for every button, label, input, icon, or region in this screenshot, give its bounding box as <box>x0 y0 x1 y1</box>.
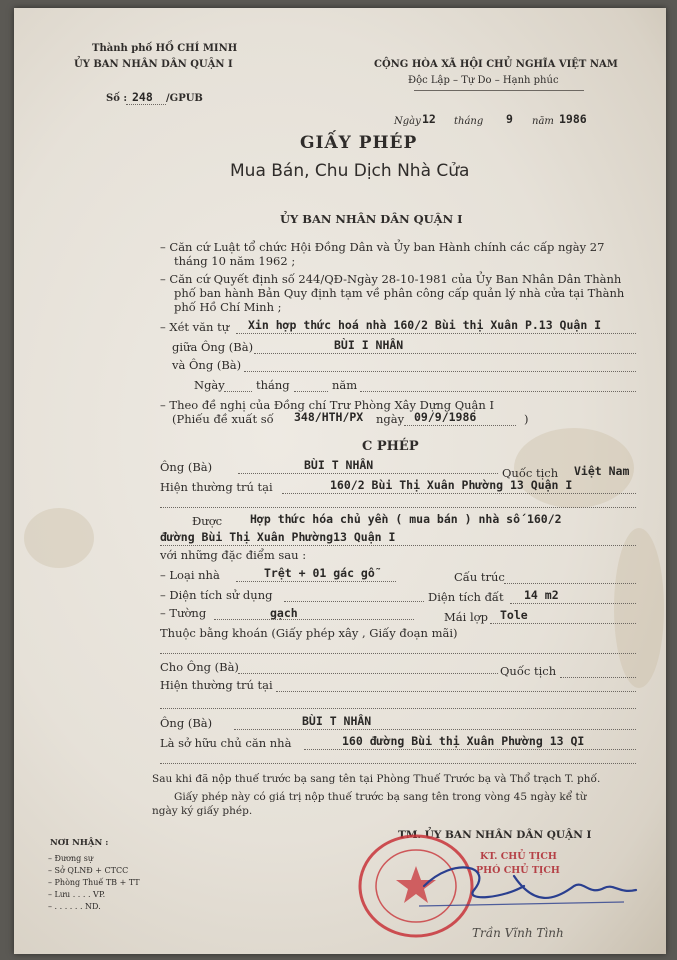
signature-committee: TM. ỦY BAN NHÂN DÂN QUẬN I <box>398 829 592 841</box>
owner-residence-line-2 <box>160 507 636 508</box>
allowed-label: Được <box>192 514 223 528</box>
owner-residence-label: Hiện thường trú tại <box>160 480 273 494</box>
proposal-ticket-number: 348/HTH/PX <box>294 410 364 424</box>
buyer-residence-line <box>276 691 636 692</box>
issuer: ỦY BAN NHÂN DÂN QUẬN I <box>280 212 463 226</box>
owner-residence: 160/2 Bùi Thị Xuân Phường 13 Quận I <box>330 478 573 492</box>
result-owner-name: BÙI T NHÂN <box>302 714 372 728</box>
notes-line-2: Giấy phép này có giá trị nộp thuế trước bạ sang tên trong vòng 45 ngày kể từ <box>174 791 587 803</box>
review-date-month-line <box>294 391 328 392</box>
proposal-date: 09/9/1986 <box>414 410 477 424</box>
result-owner-line <box>234 729 636 730</box>
covenant-label: Thuộc bằng khoán (Giấy phép xây , Giấy đoạn mãi) <box>160 626 458 640</box>
land-area-value: 14 m2 <box>524 588 559 602</box>
and-line <box>244 371 636 372</box>
header-number-suffix: /GPUB <box>166 93 203 104</box>
buyer-nationality-line <box>560 677 636 678</box>
owner-residence-line <box>282 493 636 494</box>
recipients-title: NƠI NHẬN : <box>50 838 109 848</box>
date-day-label: Ngày <box>394 116 421 127</box>
permit-heading: C PHÉP <box>362 439 419 454</box>
usable-area-label: – Diện tích sử dụng <box>160 588 273 602</box>
buyer-label: Cho Ông (Bà) <box>160 660 239 674</box>
signature-role-1: KT. CHỦ TỊCH <box>480 851 557 862</box>
text-review-label: – Xét văn tự <box>160 320 230 334</box>
notes-line-1: Sau khi đã nộp thuế trước bạ sang tên tại Phòng Thuế Trước bạ và Thổ trạch T. phố. <box>152 773 601 785</box>
date-day: 12 <box>422 112 436 126</box>
text-review-line <box>236 333 636 334</box>
basis-line-2b: phố ban hành Bản Quy định tạm về phân công cấp quản lý nhà cửa tại Thành <box>174 286 625 300</box>
covenant-line <box>160 653 636 654</box>
between-value: BÙI I NHÂN <box>334 338 404 352</box>
and-label: và Ông (Bà) <box>172 358 242 372</box>
header-city: Thành phố HỒ CHÍ MINH <box>92 43 238 54</box>
review-date-year: năm <box>332 378 358 392</box>
paper-stain <box>24 508 94 568</box>
signer-name: Trần Vĩnh Tình <box>472 926 564 940</box>
between-label: giữa Ông (Bà) <box>172 340 254 354</box>
basis-line-1b: tháng 10 năm 1962 ; <box>174 254 296 268</box>
notes-line-3: ngày ký giấy phép. <box>152 805 253 817</box>
usable-area-line <box>284 601 424 602</box>
features-label: với những đặc điểm sau : <box>160 548 307 562</box>
structure-line <box>504 583 636 584</box>
owner-name: BÙI T NHÂN <box>304 458 374 472</box>
roof-line <box>490 623 636 624</box>
structure-label: Cấu trúc <box>454 570 505 584</box>
proposal-date-label: ngày <box>376 412 405 426</box>
owner-name-line <box>238 473 498 474</box>
header-motto: Độc Lập – Tự Do – Hạnh phúc <box>408 75 559 86</box>
basis-line-2a: – Căn cứ Quyết định số 244/QĐ-Ngày 28-10-1981 của Ủy Ban Nhân Dân Thành <box>160 272 622 286</box>
allowed-line-2: đường Bùi Thị Xuân Phường13 Quận I <box>160 530 396 544</box>
date-month: 9 <box>506 112 513 126</box>
roof-value: Tole <box>500 608 528 622</box>
paper-stain <box>614 528 664 688</box>
result-house-value: 160 đường Bùi thị Xuân Phường 13 QI <box>342 734 585 748</box>
buyer-nationality-label: Quốc tịch <box>500 664 557 678</box>
house-type-line <box>236 581 396 582</box>
allowed-line-1: Hợp thức hóa chủ yền ( mua bán ) nhà số 160/2 <box>250 512 562 526</box>
between-line <box>254 353 636 354</box>
permit-subtitle: Mua Bán, Chu Dịch Nhà Cửa <box>230 161 470 181</box>
owner-label: Ông (Bà) <box>160 460 213 474</box>
house-type-label: – Loại nhà <box>160 568 220 582</box>
permit-document <box>14 8 666 954</box>
buyer-residence-line-2 <box>160 708 636 709</box>
wall-line <box>214 619 414 620</box>
header-committee: ỦY BAN NHÂN DÂN QUẬN I <box>74 59 233 70</box>
review-date-year-line <box>360 391 636 392</box>
buyer-residence-label: Hiện thường trú tại <box>160 678 273 692</box>
proposal-date-line <box>404 425 516 426</box>
result-owner-label: Ông (Bà) <box>160 716 213 730</box>
land-area-label: Diện tích đất <box>428 590 504 604</box>
land-area-line <box>510 603 636 604</box>
basis-line-2c: phố Hồ Chí Minh ; <box>174 300 282 314</box>
recipient-item: – Phòng Thuế TB + TT <box>48 878 140 887</box>
handwritten-signature <box>414 846 644 916</box>
header-republic: CỘNG HÒA XÃ HỘI CHỦ NGHĨA VIỆT NAM <box>374 59 618 70</box>
text-review-value: Xin hợp thức hoá nhà 160/2 Bùi thị Xuân P.13 Quận I <box>248 318 602 332</box>
wall-value: gạch <box>270 606 298 620</box>
owner-nationality: Việt Nam <box>574 464 630 478</box>
review-date-day: Ngày <box>194 378 225 392</box>
owner-nationality-label: Quốc tịch <box>502 466 559 480</box>
buyer-line <box>238 673 498 674</box>
basis-line-1a: – Căn cứ Luật tổ chức Hội Đồng Dân và Ủy ban Hành chính các cấp ngày 27 <box>160 240 605 254</box>
date-year-label: năm <box>532 116 554 127</box>
recipient-item: – Sở QLNĐ + CTCC <box>48 866 129 875</box>
signature-role-2: PHÓ CHỦ TỊCH <box>476 865 560 876</box>
roof-label: Mái lợp <box>444 610 488 624</box>
permit-title: GIẤY PHÉP <box>300 133 418 153</box>
proposal-line: – Theo đề nghị của Đồng chí Trư Phòng Xây Dựng Quận I <box>160 398 495 412</box>
result-house-line <box>304 749 636 750</box>
house-type-value: Trệt + 01 gác gỗ <box>264 566 375 580</box>
number-line <box>126 104 166 105</box>
date-year: 1986 <box>559 112 587 126</box>
header-number-label: Số : <box>106 93 128 104</box>
motto-underline <box>414 90 584 91</box>
recipient-item: – Đương sự <box>48 854 94 863</box>
proposal-close: ) <box>524 412 529 426</box>
proposal-ticket-label: (Phiếu đề xuất số <box>172 412 274 426</box>
recipient-item: – Lưu . . . . VP. <box>48 890 106 899</box>
allowed-line-rule <box>160 545 636 546</box>
date-month-label: tháng <box>454 116 484 127</box>
result-house-line-2 <box>160 763 636 764</box>
result-house-label: Là sở hữu chủ căn nhà <box>160 736 292 750</box>
header-number-value: 248 <box>132 90 153 104</box>
wall-label: – Tường <box>160 606 207 620</box>
review-date-month: tháng <box>256 378 290 392</box>
review-date-day-line <box>224 391 252 392</box>
recipient-item: – . . . . . . ND. <box>48 902 101 911</box>
